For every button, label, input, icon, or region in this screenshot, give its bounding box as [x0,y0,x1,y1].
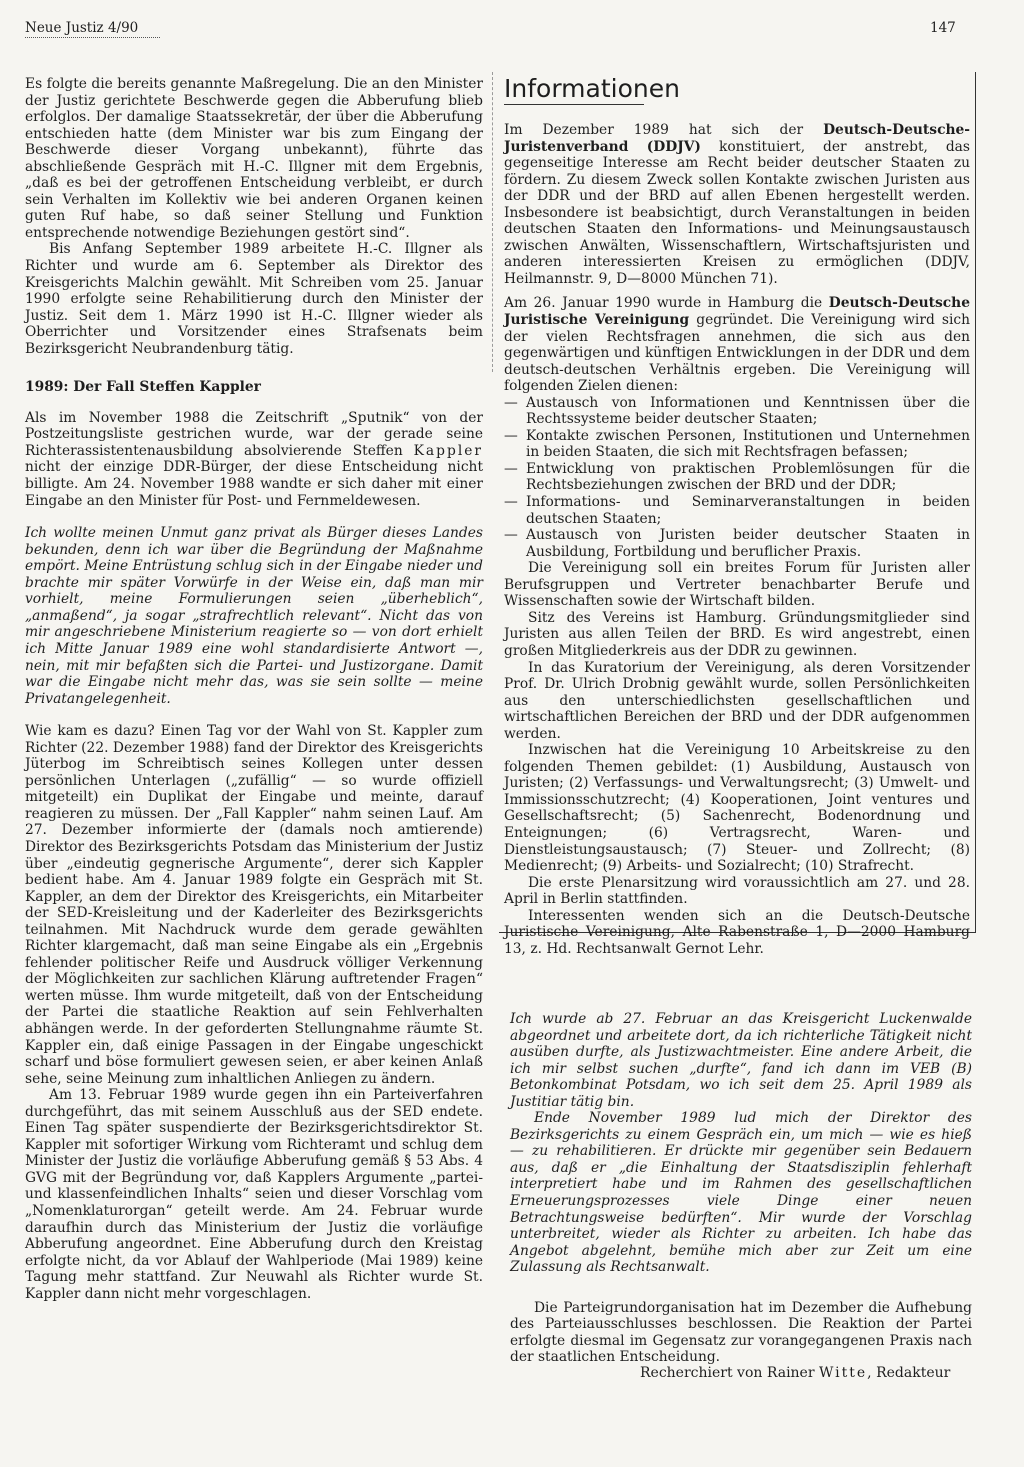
list-item: — Entwicklung von praktischen Problemlösungen für die Rechtsbeziehungen zwischen der BRD und der DDR; [504,461,970,494]
info-paragraph: Interessenten wenden sich an die Deutsch-Deutsche Juristische Vereinigung, Alte Rabenstraße 1, D—2000 Hamburg 13, z. Hd. Rechtsanwalt Gernot Lehr. [504,907,970,957]
quote-paragraph: Ich wollte meinen Unmut ganz privat als Bürger dieses Landes bekunden, denn ich war über die Begründung der Maßnahme empört. Meine Entrüstung schlug sich in der Eingabe nieder und brachte mir später Vorwürfe in der Weise ein, daß man mir vorhielt, meine Formulierungen seien „überheblich“, „anmaßend“, ja sogar „strafrechtlich relevant“. Nicht das von mir angeschriebene Ministerium reagierte so — von dort erhielt ich Mitte Januar 1989 eine wohl standardisierte Antwort —, nein, mit mir befaßten sich die Partei- und Justizorgane. Damit war die Eingabe nicht mehr das, was sie sein sollte — meine Privatangelegenheit. [25,525,483,707]
info-box-title: Informationen [504,74,680,103]
info-box-content [504,122,970,957]
quote-paragraph: Ende November 1989 lud mich der Direktor des Bezirksgerichts zu einem Gespräch ein, um mich — wie es hieß — zu rehabilitieren. Er drückte mir gegenüber sein Bedauern aus, daß er „die Einhaltung der Staatsdisziplin fehlerhaft interpretiert habe und im Rahmen des gesellschaftlichen Erneuerungsprozesses viele Dinge einer neuen Betrachtungsweise bedürften“. Mir wurde der Vorschlag unterbreitet, wieder als Richter zu arbeiten. Ich habe das Angebot abgelehnt, bemühe mich aber zur Zeit um eine Zulassung als Rechtsanwalt. [510,1110,972,1276]
info-paragraph: Die Vereinigung soll ein breites Forum für Juristen aller Berufsgruppen und Vertreter benachbarter Berufe und Wissenschaften sowie der Wirtschaft bilden. [504,560,970,610]
info-paragraph: In das Kuratorium der Vereinigung, als deren Vorsitzender Prof. Dr. Ulrich Drobnig gewählt wurde, sollen Persönlichkeiten aus den unterschiedlichsten gesellschaftlichen und wirtschaftlichen Bereichen der BRD und der DDR aufgenommen werden. [504,659,970,742]
list-item: — Austausch von Juristen beider deutscher Staaten in Ausbildung, Fortbildung und beruflicher Praxis. [504,527,970,560]
paragraph: Bis Anfang September 1989 arbeitete H.-C. Illgner als Richter und wurde am 6. September als Direktor des Kreisgerichts Malchin gewählt. Mit Schreiben vom 25. Januar 1990 erfolgte seine Rehabilitierung durch den Minister der Justiz. Seit dem 1. März 1990 ist H.-C. Illgner wieder als Oberrichter und Vorsitzender eines Strafsenats beim Bezirksgericht Neubrandenburg tätig. [25,241,483,357]
header-rule [25,37,160,38]
author-signature: Recherchiert von Rainer Witte, Redakteur [640,1365,951,1381]
list-item: — Kontakte zwischen Personen, Institutionen und Unternehmen in beiden Staaten, die sich mit Rechtsfragen befassen; [504,428,970,461]
quote-paragraph: Ich wurde ab 27. Februar an das Kreisgericht Luckenwalde abgeordnet und arbeitete dort, da ich richterliche Tätigkeit nicht ausüben durfte, als Justizwachtmeister. Eine andere Arbeit, die ich mir selbst suchen „durfte“, fand ich dann im VEB (B) Betonkombinat Potsdam, wo ich seit dem 25. April 1989 als Justitiar tätig bin. [510,1011,972,1110]
paragraph: Es folgte die bereits genannte Maßregelung. Die an den Minister der Justiz gerichtete Beschwerde gegen die Abberufung blieb erfolglos. Der damalige Staatssekretär, der über die Abberufung entschieden hatte (dem Minister war bis zum Eingang der Beschwerde dieser Vorgang unbekannt), führte das abschließende Gespräch mit H.-C. Illgner mit dem Ergebnis, „daß es bei der getroffenen Entscheidung verbleibt, er durch sein Verhalten im Kollektiv wie bei anderen Organen keinen guten Ruf habe, so daß seiner Stellung und Funktion entsprechende notwendige Beziehungen gestört sind“. [25,76,483,241]
running-header-journal: Neue Justiz 4/90 [25,20,139,36]
info-paragraph: Sitz des Vereins ist Hamburg. Gründungsmitglieder sind Juristen aus allen Teilen der BRD. Es wird angestrebt, einen großen Mitgliederkreis aus der DDR zu gewinnen. [504,609,970,659]
info-paragraph: Am 26. Januar 1990 wurde in Hamburg die Deutsch-Deutsche Juristische Vereinigung gegründet. Die Vereinigung wird sich der vielen Rechtsfragen annehmen, die sich aus den gegenwärtigen und künftigen Entwicklungen in der DDR und dem deutsch-deutschen Verhältnis ergeben. Die Vereinigung will folgenden Zielen dienen: [504,295,970,395]
page-number: 147 [930,20,956,36]
paragraph: Am 13. Februar 1989 wurde gegen ihn ein Parteiverfahren durchgeführt, das mit seinem Ausschluß aus der SED endete. Einen Tag später suspendierte der Bezirksgerichtsdirektor St. Kappler mit sofortiger Wirkung vom Richteramt und schlug dem Minister der Justiz die vorläufige Abberufung gemäß § 53 Abs. 4 GVG mit der Begründung vor, daß Kapplers Argumente „partei- und klassenfeindlichen Inhalts“ seien und dieser Vorschlag vom „Nomenklaturorgan“ geteilt werde. Am 24. Februar wurde daraufhin durch das Ministerium der Justiz die vorläufige Abberufung angeordnet. Eine Abberufung durch den Kreistag erfolgte nicht, da vor Ablauf der Wahlperiode (Mai 1989) keine Tagung mehr stattfand. Zur Neuwahl als Richter wurde St. Kappler dann nicht mehr vorgeschlagen. [25,1087,483,1302]
list-item: — Austausch von Informationen und Kenntnissen über die Rechtssysteme beider deutscher Staaten; [504,395,970,428]
info-paragraph: Im Dezember 1989 hat sich der Deutsch-Deutsche-Juristenverband (DDJV) konstituiert, der anstrebt, das gegenseitige Interesse am Recht beider deutscher Staaten zu fördern. Zu diesem Zweck sollen Kontakte zwischen Juristen aus der DDR und der BRD auf allen Ebenen hergestellt werden. Insbesondere ist beabsichtigt, durch Veranstaltungen in beiden deutschen Staaten den Informations- und Meinungsaustausch zwischen Anwälten, Wissenschaftlern, Wirtschaftsjuristen und anderen interessierten Kreisen zu ermöglichen (DDJV, Heilmannstr. 9, D—8000 München 71). [504,122,971,287]
info-paragraph: Inzwischen hat die Vereinigung 10 Arbeitskreise zu den folgenden Themen gebildet: (1) Ausbildung, Austausch von Juristen; (2) Verfassungs- und Verwaltungsrecht; (3) Umwelt- und Immissionsschutzrecht; (4) Kooperationen, Joint ventures und Gesellschaftsrecht; (5) Sachenrecht, Bodenordnung und Enteignungen; (6) Vertragsrecht, Waren- und Dienstleistungsaustausch; (7) Steuer- und Zollrecht; (8) Medienrecht; (9) Arbeits- und Sozialrecht; (10) Strafrecht. [504,742,970,875]
spaced-name: Kappler [413,442,483,459]
paragraph: Die Parteigrundorganisation hat im Dezember die Aufhebung des Parteiausschlusses beschlossen. Die Reaktion der Partei erfolgte diesmal im Gegensatz zur vorangegangenen Praxis nach der staatlichen Entscheidung. [510,1299,972,1366]
bold-org-name: Deutsch-Deutsche-Juristenverband (DDJV) [504,122,971,155]
right-column-continuation [510,1011,972,1366]
section-heading: 1989: Der Fall Steffen Kappler [25,379,261,396]
left-column [25,76,483,1302]
column-divider [492,72,493,372]
paragraph: Wie kam es dazu? Einen Tag vor der Wahl von St. Kappler zum Richter (22. Dezember 1988) fand der Direktor des Kreisgerichts Jüterbog im Schreibtisch seines Kollegen unter dessen persönlichen Unterlagen („zufällig“ — so wurde offiziell mitgeteilt) ein Duplikat der Eingabe und meinte, darauf reagieren zu müssen. Der „Fall Kappler“ nahm seinen Lauf. Am 27. Dezember informierte der (damals noch amtierende) Direktor des Bezirksgerichts Potsdam das Ministerium der Justiz über „eindeutig gegnerische Argumente“, derer sich Kappler bedient habe. Am 4. Januar 1989 folgte ein Gespräch mit St. Kappler, an dem der Direktor des Kreisgerichts, ein Mitarbeiter der SED-Kreisleitung und der Kaderleiter des Bezirksgerichts teilnahmen. Mit Nachdruck wurde dem gerade gewählten Richter klargemacht, daß man seine Eingabe als ein „Ergebnis fehlender politischer Reife und Ausdruck völliger Verkennung der Möglichkeiten zur sachlichen Klärung auftretender Fragen“ werten müsse. Ihm wurde mitgeteilt, daß von der Entscheidung der Partei die staatliche Reaktion auf sein Fehlverhalten abhängen werde. In der geforderten Stellungnahme räumte St. Kappler ein, daß einige Passagen in der Eingabe ungeschickt scharf und böse formuliert gewesen seien, er aber keinen Anlaß sehe, seine Meinung zum inhaltlichen Anliegen zu ändern. [25,723,483,1087]
goals-list [504,395,970,560]
bold-org-name: Deutsch-Deutsche Juristische Vereinigung [504,295,970,329]
author-name: Witte [819,1365,868,1381]
info-paragraph: Die erste Plenarsitzung wird voraussichtlich am 27. und 28. April in Berlin stattfinden. [504,874,970,908]
list-item: — Informations- und Seminarveranstaltungen in beiden deutschen Staaten; [504,494,970,527]
paragraph: Als im November 1988 die Zeitschrift „Sputnik“ von der Postzeitungsliste gestrichen wurde, war der gerade seine Richterassistentenausbildung absolvierende Steffen Kappler nicht der einzige DDR-Bürger, der diese Entscheidung nicht billigte. Am 24. November 1988 wandte er sich daher mit einer Eingabe an den Minister für Post- und Fernmeldewesen. [25,409,483,509]
